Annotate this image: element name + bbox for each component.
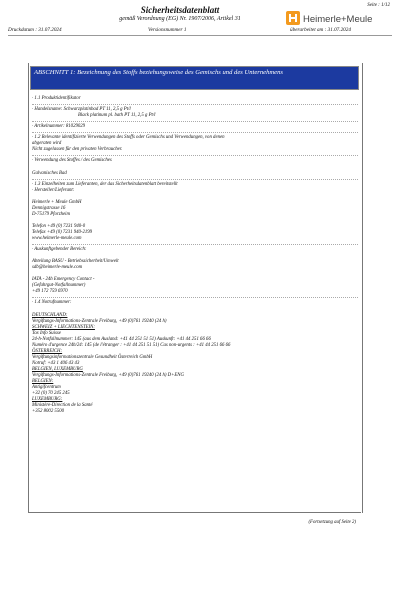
print-date: Druckdatum : 31.07.2024 — [8, 27, 62, 33]
continued-note: (Fortsetzung auf Seite 2) — [308, 520, 356, 525]
product-identifier-heading: · 1.1 Produktidentifikator — [32, 96, 81, 101]
divider — [32, 155, 358, 156]
austria-line-1: Vergiftungsinformationszentrale Gesundheit Österreich GmbH — [32, 355, 153, 360]
belgium-line-1: Antigifcentrum — [32, 385, 61, 390]
iata-contact: IATA - 24h Emergency Contact - — [32, 277, 95, 282]
regulation-subtitle: gemäß Verordnung (EG) Nr. 1907/2006, Artikel 31 — [119, 16, 241, 22]
austria-label: ÖSTERREICH: — [32, 349, 63, 354]
luxembourg-line-1: Ministère-Direction de la Santé — [32, 403, 93, 408]
belgium-luxembourg-line: Vergiftungs-Informations-Zentrale Freiburg, +49 (0)761 19240 (24 h) D+ENG — [32, 373, 184, 378]
logo-icon — [286, 10, 382, 28]
department-name: Abteilung BASU - Betriebssicherheit/Umwelt — [32, 259, 119, 264]
belgium-label: BELGIEN: — [32, 379, 54, 384]
logo-text: Heimerle+Meule — [303, 14, 373, 25]
use-label: · Verwendung des Stoffes / des Gemisches — [32, 158, 112, 163]
company-city: D-75179 Pforzheim — [32, 212, 70, 217]
iata-note: (Gefahrgut-Notfallnummer) — [32, 283, 86, 288]
email[interactable]: sdb@heimerle-meule.com — [32, 265, 83, 270]
switzerland-line-3: Numéro d'urgence 24h/24: 145 (de l'étranger : +41 44 251 51 51) Cas non-urgents : +41 44 251 66 66 — [32, 343, 231, 348]
trade-name-en: Black platinum pl. bath PT 11, 2,5 g Pt/l — [78, 113, 156, 118]
austria-line-2: Notruf: +43 1 406 43 43 — [32, 361, 80, 366]
consumer-restriction: Nicht zugelassen für den privaten Verbraucher. — [32, 147, 123, 152]
page-number: Seite : 1/12 — [367, 3, 390, 8]
belgium-luxembourg-label: BELGIEN, LUXEMBURG — [32, 367, 83, 372]
revision-date: überarbeitet am : 31.07.2024 — [290, 27, 351, 33]
fax: Telefax +49 (0) 7231 940-2199 — [32, 230, 93, 235]
switzerland-line-2: 24-h-Notfallnummer: 145 (aus dem Ausland: +41 44 251 51 51) Auskunft: +41 44 251 66 66 — [32, 337, 211, 342]
germany-label: DEUTSCHLAND: — [32, 313, 68, 318]
section-1-title: ABSCHNITT 1: Bezeichnung des Stoffs beziehungsweise des Gemischs und des Unternehmens — [34, 69, 283, 76]
header-divider — [8, 35, 392, 36]
supplier-details-heading: · 1.3 Einzelheiten zum Lieferanten, der das Sicherheitsdatenblatt bereitstellt — [32, 182, 178, 187]
company-name: Heimerle + Meule GmbH — [32, 200, 82, 205]
switzerland-line-1: Tox Info Suisse — [32, 331, 61, 336]
version-number: Versionsnummer 1 — [148, 27, 187, 33]
frame-bottom-border — [28, 512, 361, 513]
relevant-uses-heading: · 1.2 Relevante identifizierte Verwendungen des Stoffs oder Gemischs und Verwendungen, von denen — [32, 135, 225, 140]
phone: Telefon +49 (0) 7231 940-0 — [32, 224, 86, 229]
switzerland-label: SCHWEIZ + LIECHTENSTEIN: — [32, 325, 95, 330]
divider — [32, 244, 358, 245]
trade-name: · Handelsname: Schwarzplatinbad PT 11, 2,5 g Pt/l — [32, 107, 131, 112]
divider — [32, 121, 358, 122]
use-value: Galvanisches Bad — [32, 171, 67, 176]
belgium-line-2: +32 (0) 70 245 245 — [32, 391, 70, 396]
document-title: Sicherheitsdatenblatt — [140, 5, 220, 15]
website[interactable]: www.heimerle-meule.com — [32, 236, 82, 241]
iata-phone: +49 172 759 6970 — [32, 289, 68, 294]
germany-line: Vergiftungs-Informations-Zentrale Freiburg, +49 (0)761 19240 (24 h) — [32, 319, 167, 324]
manufacturer-label: · Hersteller/Lieferant: — [32, 188, 75, 193]
luxembourg-label: LUXEMBURG: — [32, 397, 63, 402]
divider — [32, 132, 358, 133]
article-number: · Artikelnummer: 81029029 — [32, 124, 86, 129]
company-street: Dennigstrasse 16 — [32, 206, 66, 211]
section-1-header — [30, 66, 359, 90]
divider — [32, 104, 358, 105]
divider — [32, 297, 358, 298]
company-logo — [286, 10, 382, 28]
luxembourg-line-2: +352 8002 5500 — [32, 409, 65, 414]
emergency-number-heading: · 1.4 Notrufnummer: — [32, 300, 72, 305]
info-department-label: · Auskunftgebender Bereich: — [32, 247, 87, 252]
relevant-uses-heading-cont: abgeraten wird — [32, 141, 62, 146]
divider — [32, 179, 358, 180]
